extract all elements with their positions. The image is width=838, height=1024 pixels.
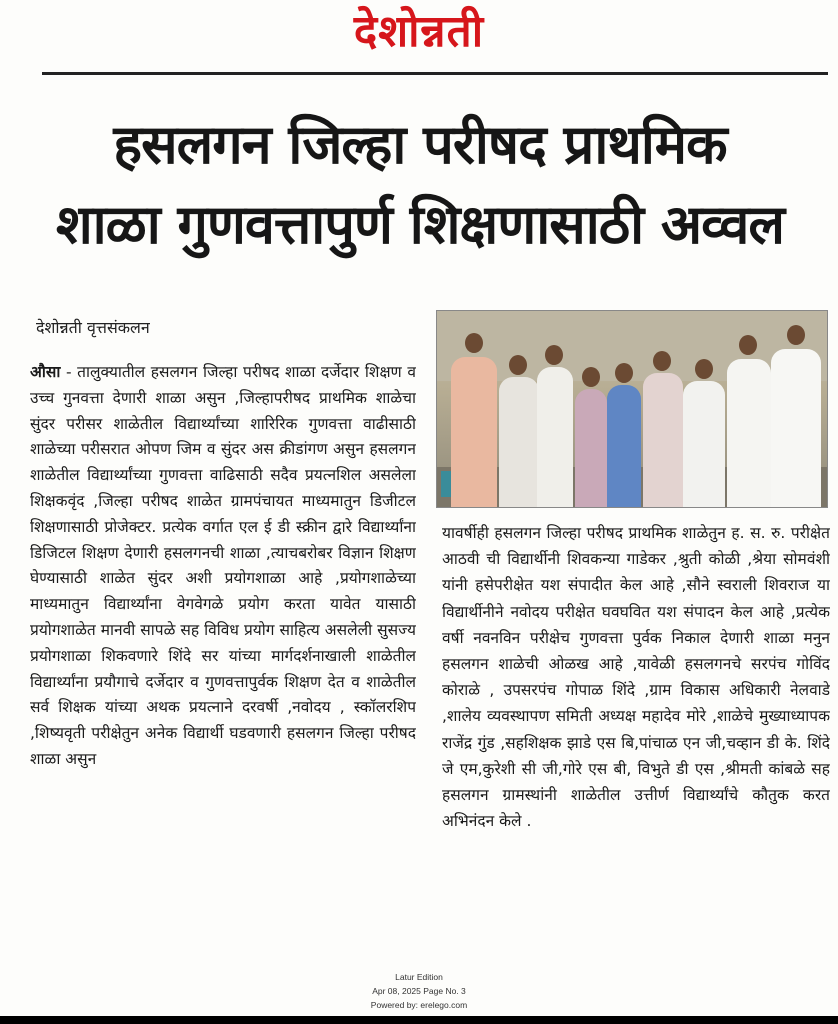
photo-person xyxy=(727,359,771,507)
article-text-left: - तालुक्यातील हसलगन जिल्हा परीषद शाळा दर्जेदार शिक्षण व उच्च गुनवत्ता देणारी शाळा असुन ,जिल्हापरीषद प्राथमिक शाळेचा सुंदर परीसर शाळेतील विद्यार्थ्यांच्या शारिरिक गुणवत्ता वाढीसाठी शाळेच्या परीसरात ओपण जिम व सुंदर अस क्रीडांगण असुन हसलगन शाळेतील विद्यार्थ्यांच्या गुणवत्ता वाढिसाठी सदैव प्रयत्नशिल असलेला शिक्षकवृंद ,जिल्हा परीषद शाळेत ग्रामपंचायत माध्यमातुन डिजीटल शिक्षणासाठी प्रोजेक्टर. प्रत्येक वर्गात एल ई डी स्क्रीन द्वारे विद्यार्थ्यांना डिजिटल शिक्षण देणारी हसलगनची शाळा ,त्याचबरोबर विज्ञान शिक्षण घेण्यासाठी शाळेत सुंदर अशी प्रयोगशाळा आहे ,प्रयोगशाळेच्या माध्यमातुन विद्यार्थ्यांना वेगवेगळे प्रयोग करता यावेत यासाठी प्रयोगशाळेत मानवी सापळे सह विविध प्रयोग साहित्य असलेली सुसज्य प्रयोगशाळा शिकवणारे शिंदे सर यांच्या मार्गदर्शनाखाली शाळेतील विद्यार्थ्यांना प्रयौगाचे दर्जेदार व गुणवत्तापुर्वक शिक्षण देत व शाळेतील सर्व शिक्षक यांच्या अथक प्रयत्नाने दरवर्षी ,नवोदय , स्कॉलरशिप ,शिष्यवृती परीक्षेतुन अनेक विद्यार्थी घडवणारी हसलगन जिल्हा परीषद शाळा असुन xyxy=(30,363,416,768)
dateline: औसा xyxy=(30,363,61,381)
photo-person xyxy=(537,367,573,507)
footer-date-page: Apr 08, 2025 Page No. 3 xyxy=(372,986,466,996)
photo-person-head xyxy=(695,359,713,379)
photo-person-head xyxy=(787,325,805,345)
photo-person-head xyxy=(739,335,757,355)
headline-line-2: शाळा गुणवत्तापुर्ण शिक्षणासाठी अव्वल xyxy=(55,193,785,256)
article-column-left xyxy=(30,360,416,950)
photo-person xyxy=(451,357,497,507)
photo-person xyxy=(771,349,821,507)
footer-edition: Latur Edition xyxy=(395,972,443,982)
photo-person xyxy=(499,377,539,507)
photo-person-head xyxy=(615,363,633,383)
photo-person-head xyxy=(545,345,563,365)
photo-person-head xyxy=(509,355,527,375)
bottom-bar xyxy=(0,1016,838,1024)
newspaper-logo: देशोन्नती xyxy=(353,6,485,57)
masthead xyxy=(0,0,838,70)
photo-person xyxy=(643,373,683,507)
article-column-right: यावर्षीही हसलगन जिल्हा परीषद प्राथमिक शाळेतुन ह. स. रु. परीक्षेत आठवी ची विद्यार्थीनी शिवकन्या गाडेकर ,श्रुती कोळी ,श्रेया सोमवंशी यांनी हसेपरीक्षेत यश संपादीत केल आहे ,सौने स्वराली शिवराज या विद्यार्थीनीने नवोदय परीक्षेत घवघवित यश संपादन केल आहे ,प्रत्येक वर्षी नवनविन परीक्षेच गुणवत्ता पुर्वक निकाल देणारी शाळा मनुन हसलगन शाळेची ओळख आहे ,यावेळी हसलगनचे सरपंच गोविंद कोराळे , उपसरपंच गोपाळ शिंदे ,ग्राम विकास अधिकारी नेलवाडे ,शालेय व्यवस्थापण समिती अध्यक्ष महादेव मोरे ,शाळेचे मुख्याध्यापक राजेंद्र गुंड ,सहशिक्षक झाडे एस बि,पांचाळ एन जी,चव्हान डी के. शिंदे जे एम,कुरेशी सी जी,गोरे एस बी, विभुते डी एस ,श्रीमती कांबळे सह हसलगन ग्रामस्थांनी शाळेतील उत्तीर्ण विद्यार्थ्यांचे कौतुक करत अभिनंदन केले . xyxy=(442,524,830,831)
photo-person xyxy=(683,381,725,507)
headline-line-1: हसलगन जिल्हा परीषद प्राथमिक xyxy=(113,113,727,176)
photo-person-head xyxy=(465,333,483,353)
photo-person xyxy=(575,389,607,507)
masthead-rule xyxy=(42,72,828,75)
photo-person-head xyxy=(653,351,671,371)
photo-person-head xyxy=(582,367,600,387)
article-photo xyxy=(436,310,828,508)
footer-powered-by: Powered by: erelego.com xyxy=(370,1000,468,1010)
bureau-byline: देशोन्नती वृत्तसंकलन xyxy=(36,318,150,337)
photo-person xyxy=(607,385,641,507)
